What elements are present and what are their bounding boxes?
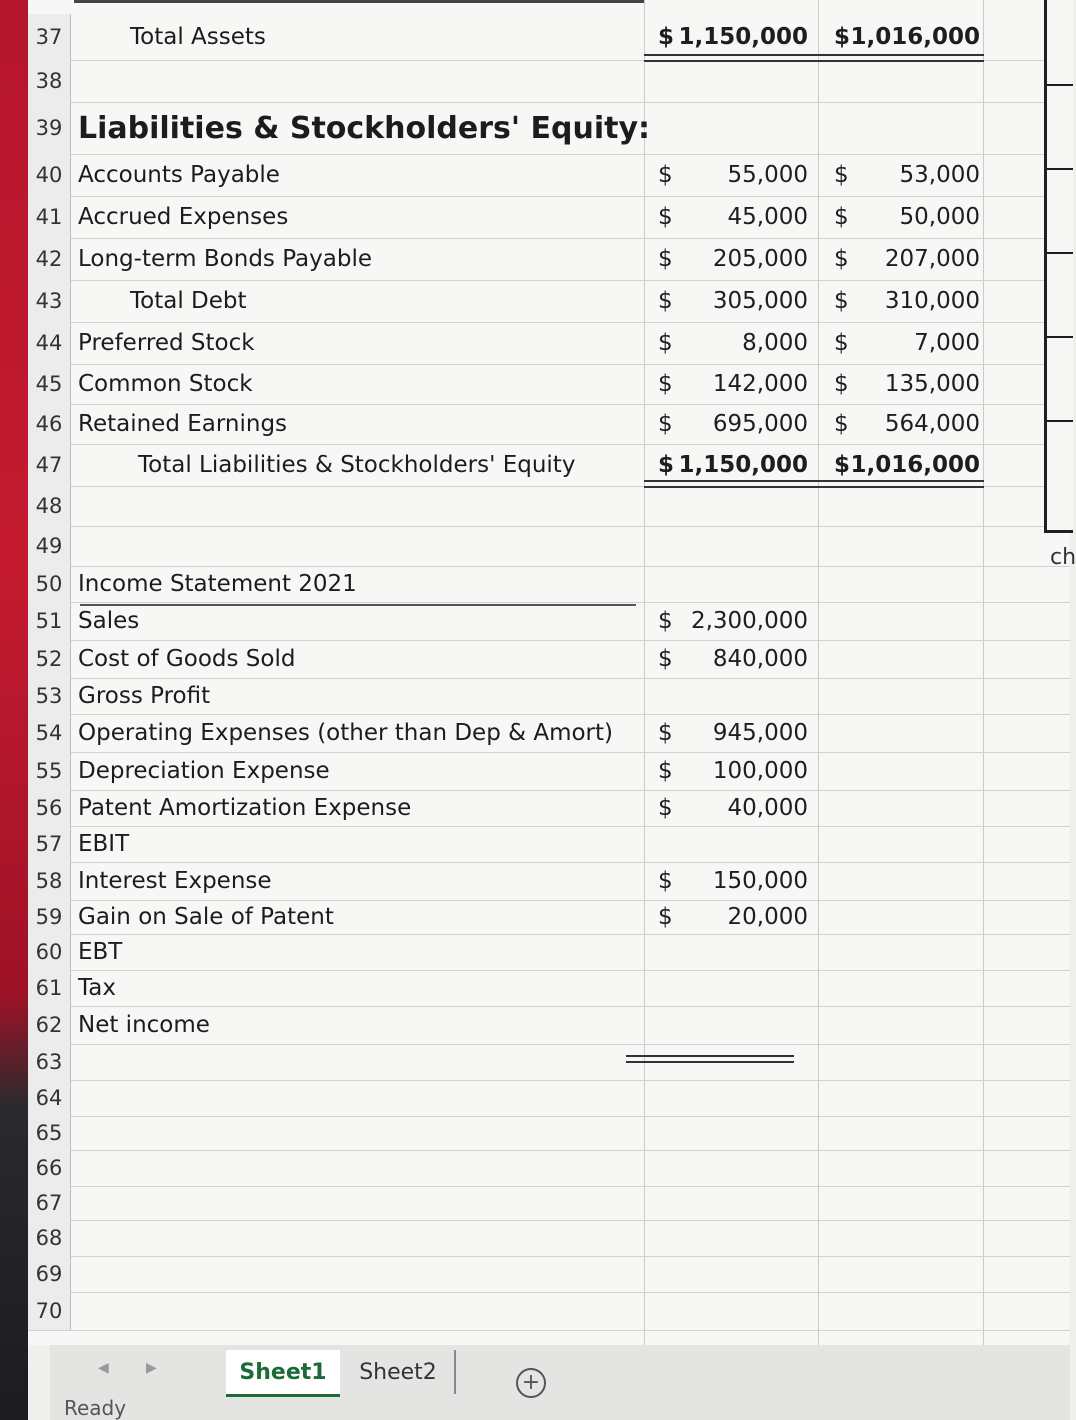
row-label[interactable]: Operating Expenses (other than Dep & Amort)	[78, 720, 614, 746]
value-cell-2022[interactable]: 205,000	[712, 246, 808, 272]
table-row[interactable]	[28, 1044, 1070, 1081]
value-cell-2021[interactable]: 207,000	[884, 246, 980, 272]
currency-symbol: $	[834, 288, 849, 314]
row-header[interactable]: 51	[28, 602, 71, 640]
value-cell-2021[interactable]: 1,016,000	[850, 24, 980, 50]
table-row[interactable]	[28, 526, 1070, 567]
row-header[interactable]: 44	[28, 322, 71, 364]
value-cell-2021[interactable]: 1,016,000	[850, 452, 980, 478]
currency-symbol: $	[834, 330, 849, 356]
row-header[interactable]: 64	[28, 1080, 71, 1116]
currency-symbol: $	[834, 411, 849, 437]
row-header[interactable]: 39	[28, 102, 71, 154]
table-row[interactable]	[28, 934, 1070, 971]
table-row[interactable]	[28, 364, 1070, 405]
table-row[interactable]	[28, 790, 1070, 827]
table-row[interactable]	[28, 280, 1070, 323]
table-row[interactable]	[28, 1292, 1070, 1331]
row-label[interactable]: Preferred Stock	[78, 330, 255, 356]
row-header[interactable]: 38	[28, 60, 71, 102]
value-cell-2022[interactable]: 305,000	[712, 288, 808, 314]
table-row[interactable]	[28, 1116, 1070, 1151]
currency-symbol: $	[658, 330, 673, 356]
row-header[interactable]: 61	[28, 970, 71, 1006]
row-header[interactable]: 57	[28, 826, 71, 862]
table-row[interactable]	[28, 322, 1070, 365]
row-label[interactable]: Gain on Sale of Patent	[78, 904, 334, 930]
table-row[interactable]	[28, 486, 1070, 527]
row-label[interactable]: Interest Expense	[78, 868, 272, 894]
table-row[interactable]	[28, 1150, 1070, 1187]
value-cell-2021[interactable]: 7,000	[914, 330, 980, 356]
currency-symbol: $	[834, 204, 849, 230]
row-label[interactable]: Total Assets	[130, 24, 266, 50]
table-row[interactable]	[28, 154, 1070, 197]
row-header[interactable]: 37	[28, 14, 71, 60]
row-header[interactable]: 56	[28, 790, 71, 826]
table-row[interactable]	[28, 714, 1070, 753]
row-label[interactable]: Sales	[78, 608, 140, 634]
value-cell-2022[interactable]: 840,000	[712, 646, 808, 672]
currency-symbol: $	[658, 204, 673, 230]
row-label[interactable]: Tax	[78, 975, 116, 1001]
table-row[interactable]	[28, 900, 1070, 935]
currency-symbol: $	[658, 288, 673, 314]
currency-symbol: $	[834, 162, 849, 188]
currency-symbol: $	[658, 452, 675, 478]
row-label[interactable]: Accrued Expenses	[78, 204, 289, 230]
currency-symbol: $	[658, 795, 673, 821]
table-row[interactable]	[28, 1006, 1070, 1045]
table-row[interactable]	[28, 14, 1070, 61]
currency-symbol: $	[658, 608, 673, 634]
row-label[interactable]: Income Statement 2021	[78, 571, 357, 597]
row-label[interactable]: Long-term Bonds Payable	[78, 246, 372, 272]
currency-symbol: $	[834, 371, 849, 397]
table-row[interactable]	[28, 970, 1070, 1007]
table-row[interactable]	[28, 238, 1070, 281]
row-header[interactable]: 50	[28, 566, 71, 602]
table-row[interactable]	[28, 404, 1070, 445]
table-row[interactable]	[28, 752, 1070, 791]
row-header[interactable]: 42	[28, 238, 71, 280]
table-row[interactable]	[28, 60, 1070, 103]
currency-symbol: $	[658, 162, 673, 188]
row-header[interactable]: 60	[28, 934, 71, 970]
table-row[interactable]	[28, 102, 1070, 155]
value-cell-2022[interactable]: 45,000	[727, 204, 808, 230]
table-row[interactable]	[28, 678, 1070, 715]
value-cell-2022[interactable]: 2,300,000	[690, 608, 808, 634]
row-label[interactable]: Retained Earnings	[78, 411, 288, 437]
status-text: Ready	[64, 1396, 127, 1420]
table-row[interactable]	[28, 1186, 1070, 1221]
value-cell-2022[interactable]: 55,000	[727, 162, 808, 188]
row-header[interactable]: 49	[28, 526, 71, 566]
row-header[interactable]: 58	[28, 862, 71, 900]
value-cell-2021[interactable]: 564,000	[884, 411, 980, 437]
table-row[interactable]	[28, 862, 1070, 901]
chart-object-edge[interactable]	[1044, 0, 1073, 533]
currency-symbol: $	[834, 246, 849, 272]
currency-symbol: $	[658, 758, 673, 784]
row-label[interactable]: Total Debt	[130, 288, 247, 314]
value-cell-2022[interactable]: 945,000	[712, 720, 808, 746]
table-row[interactable]	[28, 566, 1070, 603]
row-header[interactable]: 45	[28, 364, 71, 404]
row-header[interactable]: 67	[28, 1186, 71, 1220]
value-cell-2021[interactable]: 53,000	[899, 162, 980, 188]
row-header[interactable]: 66	[28, 1150, 71, 1186]
row-label[interactable]: Liabilities & Stockholders' Equity:	[78, 110, 650, 146]
currency-symbol: $	[658, 371, 673, 397]
row-header[interactable]: 41	[28, 196, 71, 238]
currency-symbol: $	[834, 24, 851, 50]
row-header[interactable]: 63	[28, 1044, 71, 1080]
value-cell-2022[interactable]: 8,000	[742, 330, 808, 356]
row-label[interactable]: Cost of Goods Sold	[78, 646, 296, 672]
row-header[interactable]: 59	[28, 900, 71, 934]
row-label[interactable]: EBIT	[78, 831, 130, 857]
row-label[interactable]: Depreciation Expense	[78, 758, 330, 784]
row-header[interactable]: 62	[28, 1006, 71, 1044]
table-row[interactable]	[28, 602, 1070, 641]
currency-symbol: $	[658, 904, 673, 930]
row-header[interactable]: 69	[28, 1256, 71, 1292]
currency-symbol: $	[834, 452, 851, 478]
row-header[interactable]: 70	[28, 1292, 71, 1330]
left-red-edge	[0, 0, 28, 1420]
row-header[interactable]: 52	[28, 640, 71, 678]
row-label[interactable]: Common Stock	[78, 371, 253, 397]
value-cell-2022[interactable]: 142,000	[712, 371, 808, 397]
table-row[interactable]	[28, 444, 1070, 487]
table-row[interactable]	[28, 826, 1070, 863]
currency-symbol: $	[658, 646, 673, 672]
top-border	[74, 0, 644, 3]
row-header[interactable]: 46	[28, 404, 71, 444]
row-label[interactable]: Accounts Payable	[78, 162, 280, 188]
next-sheet-icon[interactable]: ▶	[146, 1360, 157, 1376]
add-sheet-icon[interactable]: +	[516, 1368, 546, 1398]
tab-sheet1[interactable]: Sheet1	[226, 1350, 340, 1397]
currency-symbol: $	[658, 24, 675, 50]
row-header[interactable]: 55	[28, 752, 71, 790]
row-header[interactable]: 43	[28, 280, 71, 322]
table-row[interactable]	[28, 1256, 1070, 1293]
value-cell-2022[interactable]: 1,150,000	[678, 452, 808, 478]
value-cell-2021[interactable]: 310,000	[884, 288, 980, 314]
row-label[interactable]: EBT	[78, 939, 123, 965]
currency-symbol: $	[658, 411, 673, 437]
row-label[interactable]: Net income	[78, 1012, 210, 1038]
prev-sheet-icon[interactable]: ◀	[98, 1360, 109, 1376]
sheet-tabs-bar	[50, 1345, 1070, 1420]
table-row[interactable]	[28, 1080, 1070, 1117]
value-cell-2022[interactable]: 150,000	[712, 868, 808, 894]
row-header[interactable]: 40	[28, 154, 71, 196]
value-cell-2022[interactable]: 695,000	[712, 411, 808, 437]
row-header[interactable]: 47	[28, 444, 71, 486]
offscreen-text: ch	[1050, 545, 1076, 570]
row-header[interactable]: 48	[28, 486, 71, 526]
currency-symbol: $	[658, 720, 673, 746]
currency-symbol: $	[658, 246, 673, 272]
value-cell-2021[interactable]: 50,000	[899, 204, 980, 230]
value-cell-2022[interactable]: 40,000	[727, 795, 808, 821]
row-label[interactable]: Gross Profit	[78, 683, 211, 709]
currency-symbol: $	[658, 868, 673, 894]
worksheet-grid[interactable]	[28, 0, 1070, 1345]
row-header[interactable]: 65	[28, 1116, 71, 1150]
table-row[interactable]	[28, 1220, 1070, 1257]
row-header[interactable]: 53	[28, 678, 71, 714]
tab-sheet2[interactable]: Sheet2	[342, 1350, 456, 1394]
row-label[interactable]: Patent Amortization Expense	[78, 795, 412, 821]
value-cell-2022[interactable]: 100,000	[712, 758, 808, 784]
value-cell-2021[interactable]: 135,000	[884, 371, 980, 397]
row-header[interactable]: 68	[28, 1220, 71, 1256]
table-row[interactable]	[28, 196, 1070, 239]
value-cell-2022[interactable]: 1,150,000	[678, 24, 808, 50]
row-label[interactable]: Total Liabilities & Stockholders' Equity	[138, 452, 576, 478]
table-row[interactable]	[28, 640, 1070, 679]
row-header[interactable]: 54	[28, 714, 71, 752]
value-cell-2022[interactable]: 20,000	[727, 904, 808, 930]
